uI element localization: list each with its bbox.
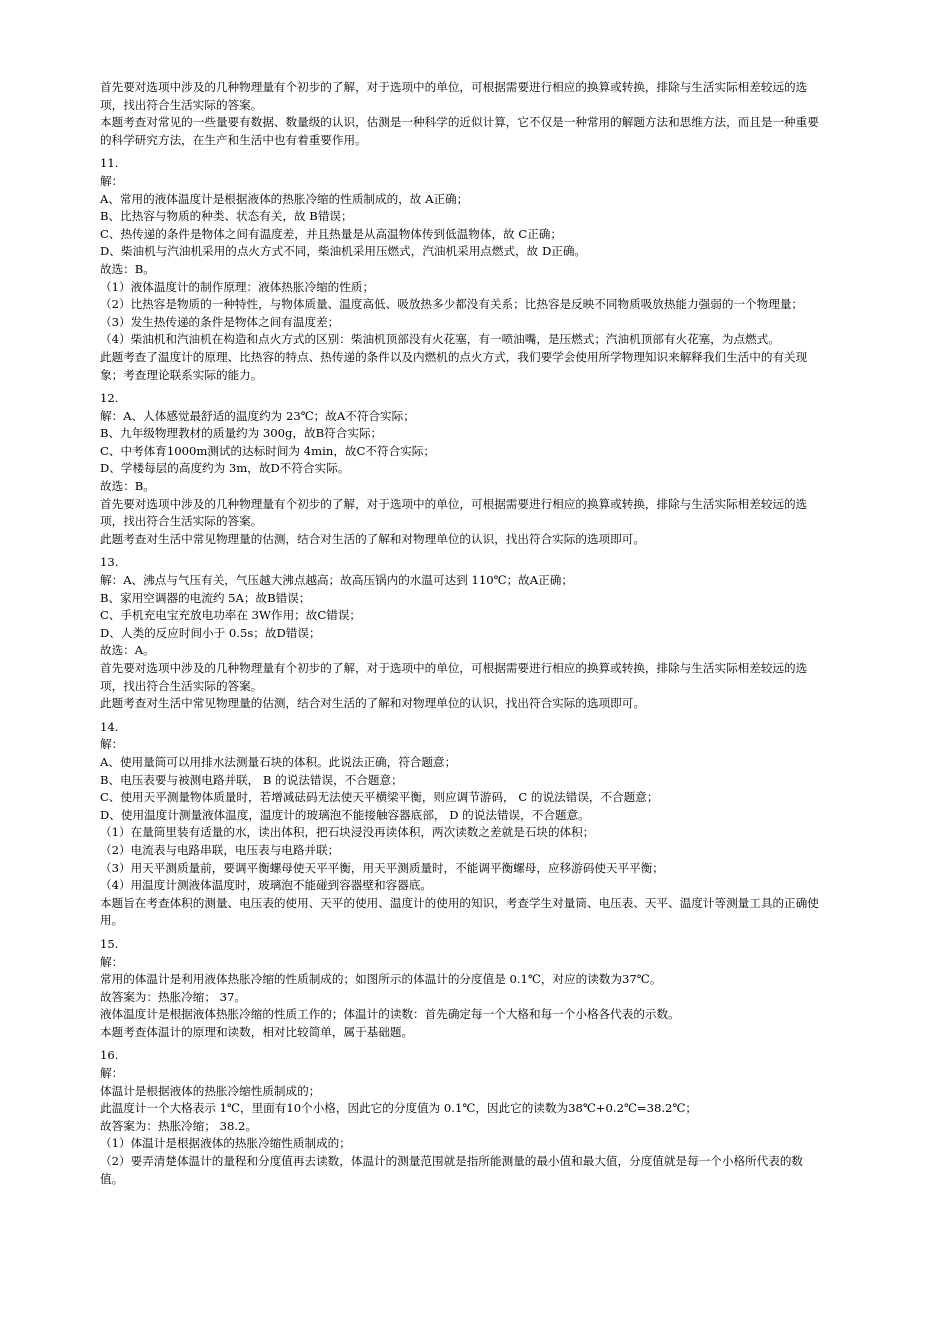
text-line: 此温度计一个大格表示 1℃，里面有10个小格，因此它的分度值为 0.1℃，因此它的读数为38℃+0.2℃=38.2℃；: [100, 1101, 698, 1116]
document-body: [100, 79, 824, 1194]
section-intro: [100, 79, 824, 149]
text-line: （3）用天平测质量前，要调平衡螺母使天平平衡，用天平测质量时，不能调平衡螺母，应移游码使天平平衡；: [100, 860, 664, 875]
text-line: C、中考体育1000m测试的达标时间为 4min，故C不符合实际；: [100, 443, 435, 458]
text-line: 本题考查对常见的一些量要有数据、数量级的认识，估测是一种科学的近似计算，它不仅是一种常用的解题方法和思维方法，而且是一种重要的科学研究方法，在生产和生活中也有着重要作用。: [100, 115, 819, 147]
text-line: 常用的体温计是利用液体热胀冷缩的性质制成的；如图所示的体温计的分度值是 0.1℃，对应的读数为37℃。: [100, 972, 662, 987]
question-number: 12.: [100, 391, 119, 406]
text-line: （1）液体温度计的制作原理：液体热胀冷缩的性质；: [100, 279, 375, 294]
section-q13: [100, 554, 824, 712]
text-line: 故答案为：热胀冷缩； 38.2。: [100, 1118, 258, 1133]
text-line: C、热传递的条件是物体之间有温度差，并且热量是从高温物体传到低温物体，故 C正确；: [100, 226, 562, 241]
text-line: 解：: [100, 173, 124, 188]
text-line: 解：: [100, 737, 124, 752]
question-number: 16.: [100, 1048, 119, 1063]
section-q14: [100, 719, 824, 930]
question-number: 11.: [100, 156, 119, 171]
text-line: （1）在量筒里装有适量的水，读出体积，把石块浸没再读体积，两次读数之差就是石块的体积；: [100, 825, 595, 840]
text-line: 本题旨在考查体积的测量、电压表的使用、天平的使用、温度计的使用的知识，考查学生对量筒、电压表、天平、温度计等测量工具的正确使用。: [100, 895, 819, 928]
text-line: 此题考查对生活中常见物理量的估测，结合对生活的了解和对物理单位的认识，找出符合实际的选项即可。: [100, 696, 645, 711]
section-q16: [100, 1047, 824, 1188]
text-line: B、九年级物理教材的质量约为 300g，故B符合实际；: [100, 426, 383, 441]
question-number: 13.: [100, 555, 119, 570]
text-line: 此题考查了温度计的原理、比热容的特点、热传递的条件以及内燃机的点火方式，我们要学会使用所学物理知识来解释我们生活中的有关现象；考查理论联系实际的能力。: [100, 349, 808, 382]
text-line: 故答案为：热胀冷缩； 37。: [100, 989, 246, 1004]
text-line: 液体温度计是根据液体热胀冷缩的性质工作的；体温计的读数：首先确定每一个大格和每一个小格各代表的示数。: [100, 1007, 680, 1022]
text-line: D、柴油机与汽油机采用的点火方式不同，柴油机采用压燃式，汽油机采用点燃式，故 D正确。: [100, 244, 587, 259]
text-line: （1）体温计是根据液体的热胀冷缩性质制成的；: [100, 1136, 351, 1151]
text-line: （3）发生热传递的条件是物体之间有温度差；: [100, 314, 340, 329]
text-line: B、家用空调器的电流约 5A；故B错误；: [100, 590, 311, 605]
text-line: C、手机充电宝充放电功率在 3W作用；故C错误；: [100, 608, 362, 623]
section-q11: [100, 155, 824, 384]
text-line: 体温计是根据液体的热胀冷缩性质制成的；: [100, 1083, 321, 1098]
text-line: 此题考查对生活中常见物理量的估测，结合对生活的了解和对物理单位的认识，找出符合实际的选项即可。: [100, 531, 645, 546]
question-number: 14.: [100, 719, 119, 734]
text-line: D、学楼每层的高度约为 3m，故D不符合实际。: [100, 461, 350, 476]
text-line: 首先要对选项中涉及的几种物理量有个初步的了解，对于选项中的单位，可根据需要进行相应的换算或转换，排除与生活实际相差较远的选项，找出符合生活实际的答案。: [100, 80, 808, 112]
text-line: （4）用温度计测液体温度时，玻璃泡不能碰到容器壁和容器底。: [100, 878, 433, 893]
text-line: 解：: [100, 1066, 124, 1081]
text-line: 解：A、人体感觉最舒适的温度约为 23℃；故A不符合实际；: [100, 408, 415, 423]
text-line: （2）比热容是物质的一种特性，与物体质量、温度高低、吸放热多少都没有关系；比热容是反映不同物质吸放热能力强弱的一个物理量；: [100, 297, 804, 312]
text-line: C、使用天平测量物体质量时，若增减砝码无法使天平横梁平衡，则应调节游码， C 的说法错误，不合题意；: [100, 790, 659, 805]
text-line: （2）要弄清楚体温计的量程和分度值再去读数，体温计的测量范围就是指所能测量的最小值和最大值，分度值就是每一个小格所代表的数值。: [100, 1154, 804, 1186]
text-line: D、人类的反应时间小于 0.5s；故D错误；: [100, 625, 321, 640]
text-line: A、使用量筒可以用排水法测量石块的体积。此说法正确，符合题意；: [100, 754, 457, 769]
text-line: 解：A、沸点与气压有关，气压越大沸点越高；故高压锅内的水温可达到 110℃；故A正确；: [100, 573, 573, 588]
text-line: 故选：B。: [100, 261, 155, 276]
text-line: 本题考查体温计的原理和读数，相对比较简单，属于基础题。: [100, 1024, 414, 1039]
text-line: B、电压表要与被测电路并联， B 的说法错误，不合题意；: [100, 772, 403, 787]
text-line: （2）电流表与电路串联，电压表与电路并联；: [100, 842, 340, 857]
text-line: A、常用的液体温度计是根据液体的热胀冷缩的性质制成的，故 A正确；: [100, 191, 469, 206]
text-line: 解：: [100, 954, 124, 969]
section-q15: [100, 936, 824, 1042]
text-line: D、使用温度计测量液体温度，温度计的玻璃泡不能接触容器底部， D 的说法错误，不合题意。: [100, 807, 590, 822]
text-line: B、比热容与物质的种类、状态有关，故 B错误；: [100, 209, 353, 224]
text-line: 故选：A。: [100, 643, 155, 658]
section-q12: [100, 390, 824, 548]
text-line: 故选：B。: [100, 479, 155, 494]
text-line: （4）柴油机和汽油机在构造和点火方式的区别：柴油机顶部没有火花塞，有一喷油嘴，是压燃式；汽油机顶部有火花塞，为点燃式。: [100, 332, 780, 347]
text-line: 首先要对选项中涉及的几种物理量有个初步的了解，对于选项中的单位，可根据需要进行相应的换算或转换，排除与生活实际相差较远的选项，找出符合生活实际的答案。: [100, 496, 808, 529]
text-line: 首先要对选项中涉及的几种物理量有个初步的了解，对于选项中的单位，可根据需要进行相应的换算或转换，排除与生活实际相差较远的选项，找出符合生活实际的答案。: [100, 661, 808, 693]
question-number: 15.: [100, 936, 119, 951]
